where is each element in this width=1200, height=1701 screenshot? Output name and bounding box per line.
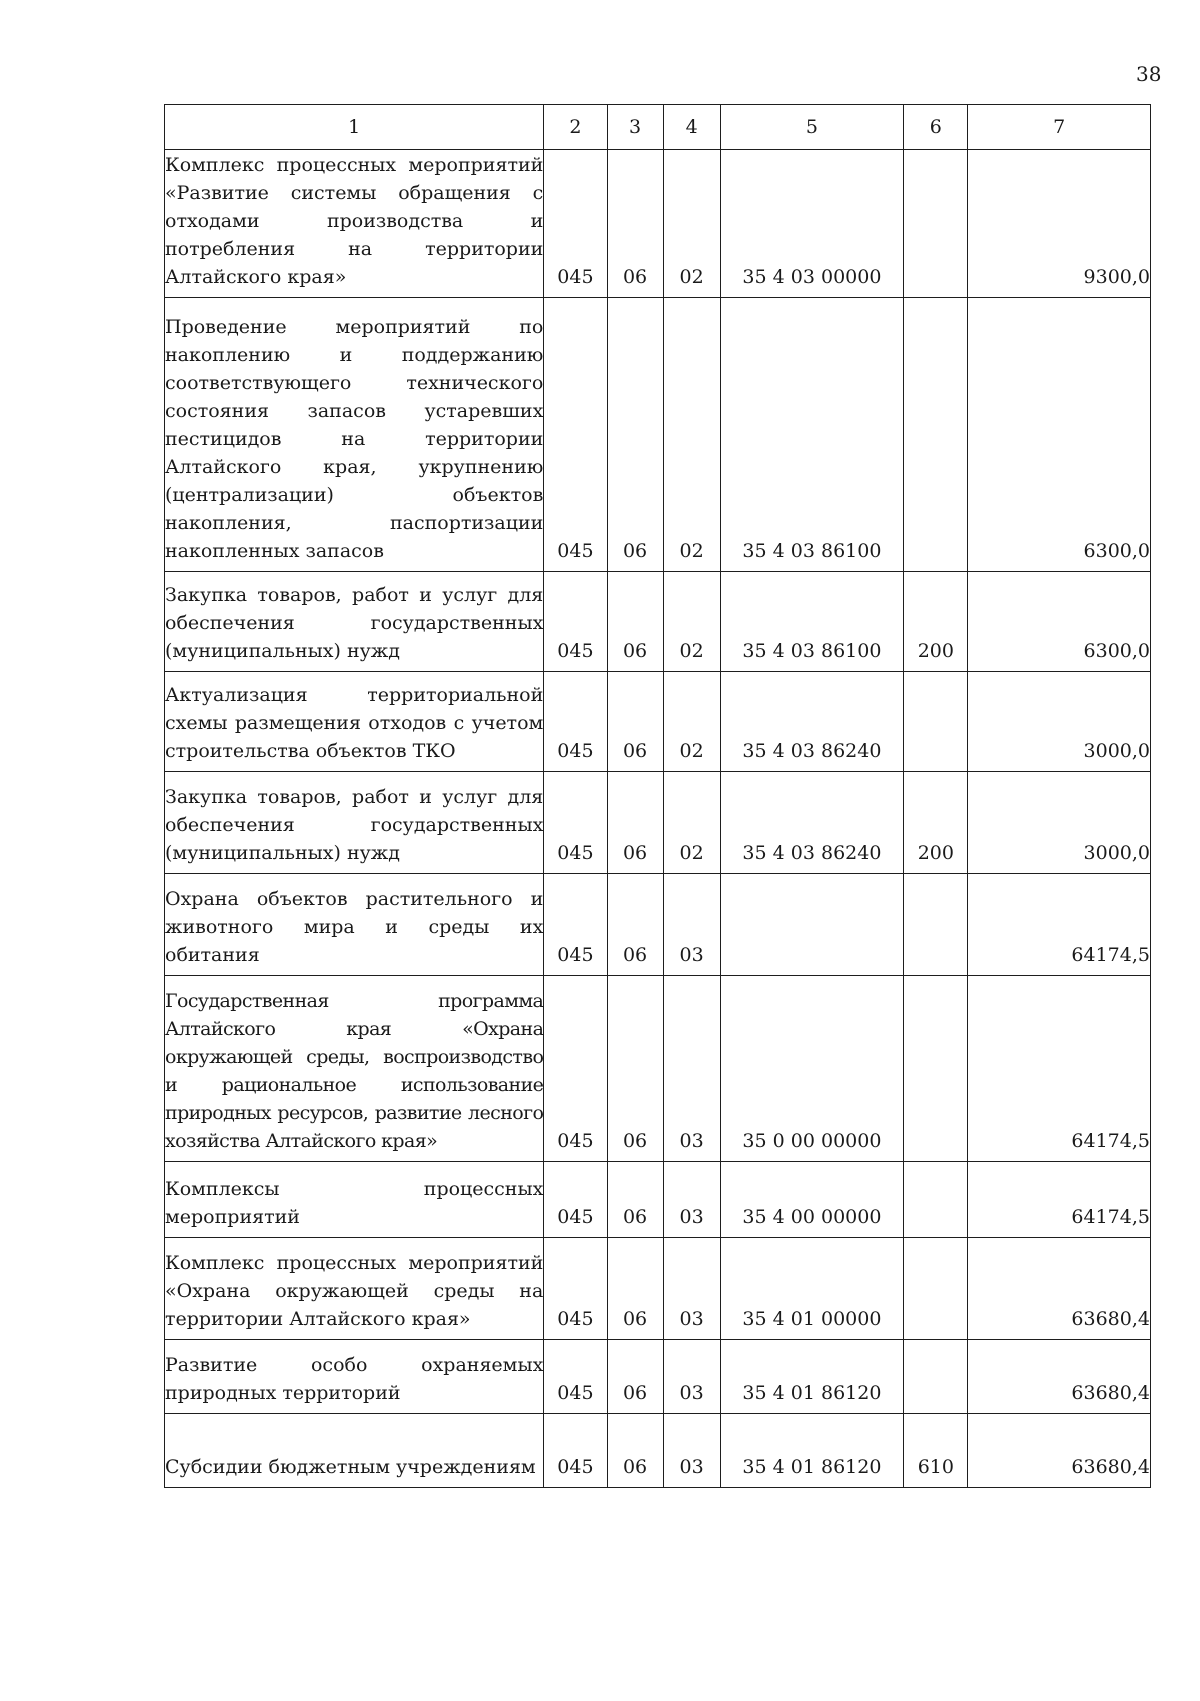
table-row (165, 672, 1151, 772)
row-code-4: 02 (663, 672, 720, 772)
row-code-6 (904, 298, 968, 572)
row-code-4: 03 (663, 1414, 720, 1488)
row-code-5: 35 4 01 00000 (720, 1238, 904, 1340)
row-code-6 (904, 150, 968, 298)
row-code-4: 03 (663, 1238, 720, 1340)
header-cell-4: 4 (663, 105, 720, 150)
row-name: Закупка товаров, работ и услуг для обеспечения государственных (муниципальных) нужд (165, 772, 544, 874)
row-code-6: 610 (904, 1414, 968, 1488)
row-code-4: 03 (663, 976, 720, 1162)
header-cell-5: 5 (720, 105, 904, 150)
row-name: Развитие особо охраняемых природных территорий (165, 1340, 544, 1414)
row-code-2: 045 (544, 150, 607, 298)
row-code-2: 045 (544, 1414, 607, 1488)
row-name: Субсидии бюджетным учреждениям (165, 1414, 544, 1488)
table-row (165, 298, 1151, 572)
row-name: Охрана объектов растительного и животного мира и среды их обитания (165, 874, 544, 976)
row-name: Комплекс процессных мероприятий «Охрана окружающей среды на территории Алтайского края» (165, 1238, 544, 1340)
table-row (165, 976, 1151, 1162)
row-code-4: 03 (663, 1340, 720, 1414)
row-code-3: 06 (607, 1238, 663, 1340)
page-number: 38 (1136, 62, 1162, 86)
table-row (165, 1414, 1151, 1488)
row-code-6: 200 (904, 772, 968, 874)
row-code-6 (904, 1238, 968, 1340)
row-amount: 63680,4 (968, 1340, 1151, 1414)
row-code-6 (904, 874, 968, 976)
row-code-2: 045 (544, 1238, 607, 1340)
row-code-5: 35 4 00 00000 (720, 1162, 904, 1238)
row-amount: 64174,5 (968, 976, 1151, 1162)
row-code-3: 06 (607, 298, 663, 572)
row-code-5 (720, 874, 904, 976)
row-code-5: 35 4 03 86100 (720, 298, 904, 572)
row-amount: 64174,5 (968, 1162, 1151, 1238)
row-amount: 3000,0 (968, 772, 1151, 874)
row-code-6 (904, 1340, 968, 1414)
row-code-6: 200 (904, 572, 968, 672)
row-amount: 64174,5 (968, 874, 1151, 976)
row-code-2: 045 (544, 672, 607, 772)
row-amount: 3000,0 (968, 672, 1151, 772)
row-code-4: 02 (663, 298, 720, 572)
row-code-3: 06 (607, 874, 663, 976)
table-row (165, 1238, 1151, 1340)
table-row (165, 572, 1151, 672)
table-row (165, 1162, 1151, 1238)
row-code-3: 06 (607, 572, 663, 672)
header-cell-6: 6 (904, 105, 968, 150)
row-code-4: 03 (663, 1162, 720, 1238)
row-name: Государственная программа Алтайского края «Охрана окружающей среды, воспроизводство и рациональное использование природных ресурсов, развитие лесного хозяйства Алтайского края» (165, 976, 544, 1162)
row-code-6 (904, 976, 968, 1162)
header-cell-7: 7 (968, 105, 1151, 150)
row-code-2: 045 (544, 874, 607, 976)
row-code-2: 045 (544, 772, 607, 874)
row-code-3: 06 (607, 1414, 663, 1488)
row-code-5: 35 4 03 86240 (720, 772, 904, 874)
row-code-3: 06 (607, 772, 663, 874)
row-name: Закупка товаров, работ и услуг для обеспечения государственных (муниципальных) нужд (165, 572, 544, 672)
row-code-5: 35 4 03 86100 (720, 572, 904, 672)
row-code-6 (904, 1162, 968, 1238)
row-code-5: 35 4 03 00000 (720, 150, 904, 298)
row-code-5: 35 0 00 00000 (720, 976, 904, 1162)
row-code-3: 06 (607, 672, 663, 772)
header-cell-3: 3 (607, 105, 663, 150)
row-code-2: 045 (544, 298, 607, 572)
budget-table (164, 104, 1151, 1488)
row-name: Комплекс процессных мероприятий «Развитие системы обращения с отходами производства и потребления на территории Алтайского края» (165, 150, 544, 298)
row-code-4: 02 (663, 772, 720, 874)
row-code-3: 06 (607, 150, 663, 298)
row-amount: 9300,0 (968, 150, 1151, 298)
table-row (165, 1340, 1151, 1414)
row-amount: 63680,4 (968, 1414, 1151, 1488)
row-code-6 (904, 672, 968, 772)
row-name: Проведение мероприятий по накоплению и поддержанию соответствующего технического состояния запасов устаревших пестицидов на территории Алтайского края, укрупнению (централизации) объектов накопления, паспортизации накопленных запасов (165, 298, 544, 572)
row-code-5: 35 4 03 86240 (720, 672, 904, 772)
row-code-2: 045 (544, 1340, 607, 1414)
row-code-3: 06 (607, 1340, 663, 1414)
table-row (165, 150, 1151, 298)
row-code-5: 35 4 01 86120 (720, 1340, 904, 1414)
row-amount: 6300,0 (968, 298, 1151, 572)
header-cell-1: 1 (165, 105, 544, 150)
row-code-4: 02 (663, 572, 720, 672)
row-amount: 63680,4 (968, 1238, 1151, 1340)
row-name: Комплексы процессных мероприятий (165, 1162, 544, 1238)
row-code-4: 02 (663, 150, 720, 298)
row-code-2: 045 (544, 976, 607, 1162)
row-code-2: 045 (544, 1162, 607, 1238)
row-code-5: 35 4 01 86120 (720, 1414, 904, 1488)
row-code-3: 06 (607, 1162, 663, 1238)
table-row (165, 874, 1151, 976)
row-code-2: 045 (544, 572, 607, 672)
table-row (165, 772, 1151, 874)
row-code-3: 06 (607, 976, 663, 1162)
row-amount: 6300,0 (968, 572, 1151, 672)
header-row (165, 105, 1151, 150)
row-code-4: 03 (663, 874, 720, 976)
header-cell-2: 2 (544, 105, 607, 150)
row-name: Актуализация территориальной схемы размещения отходов с учетом строительства объектов ТКО (165, 672, 544, 772)
